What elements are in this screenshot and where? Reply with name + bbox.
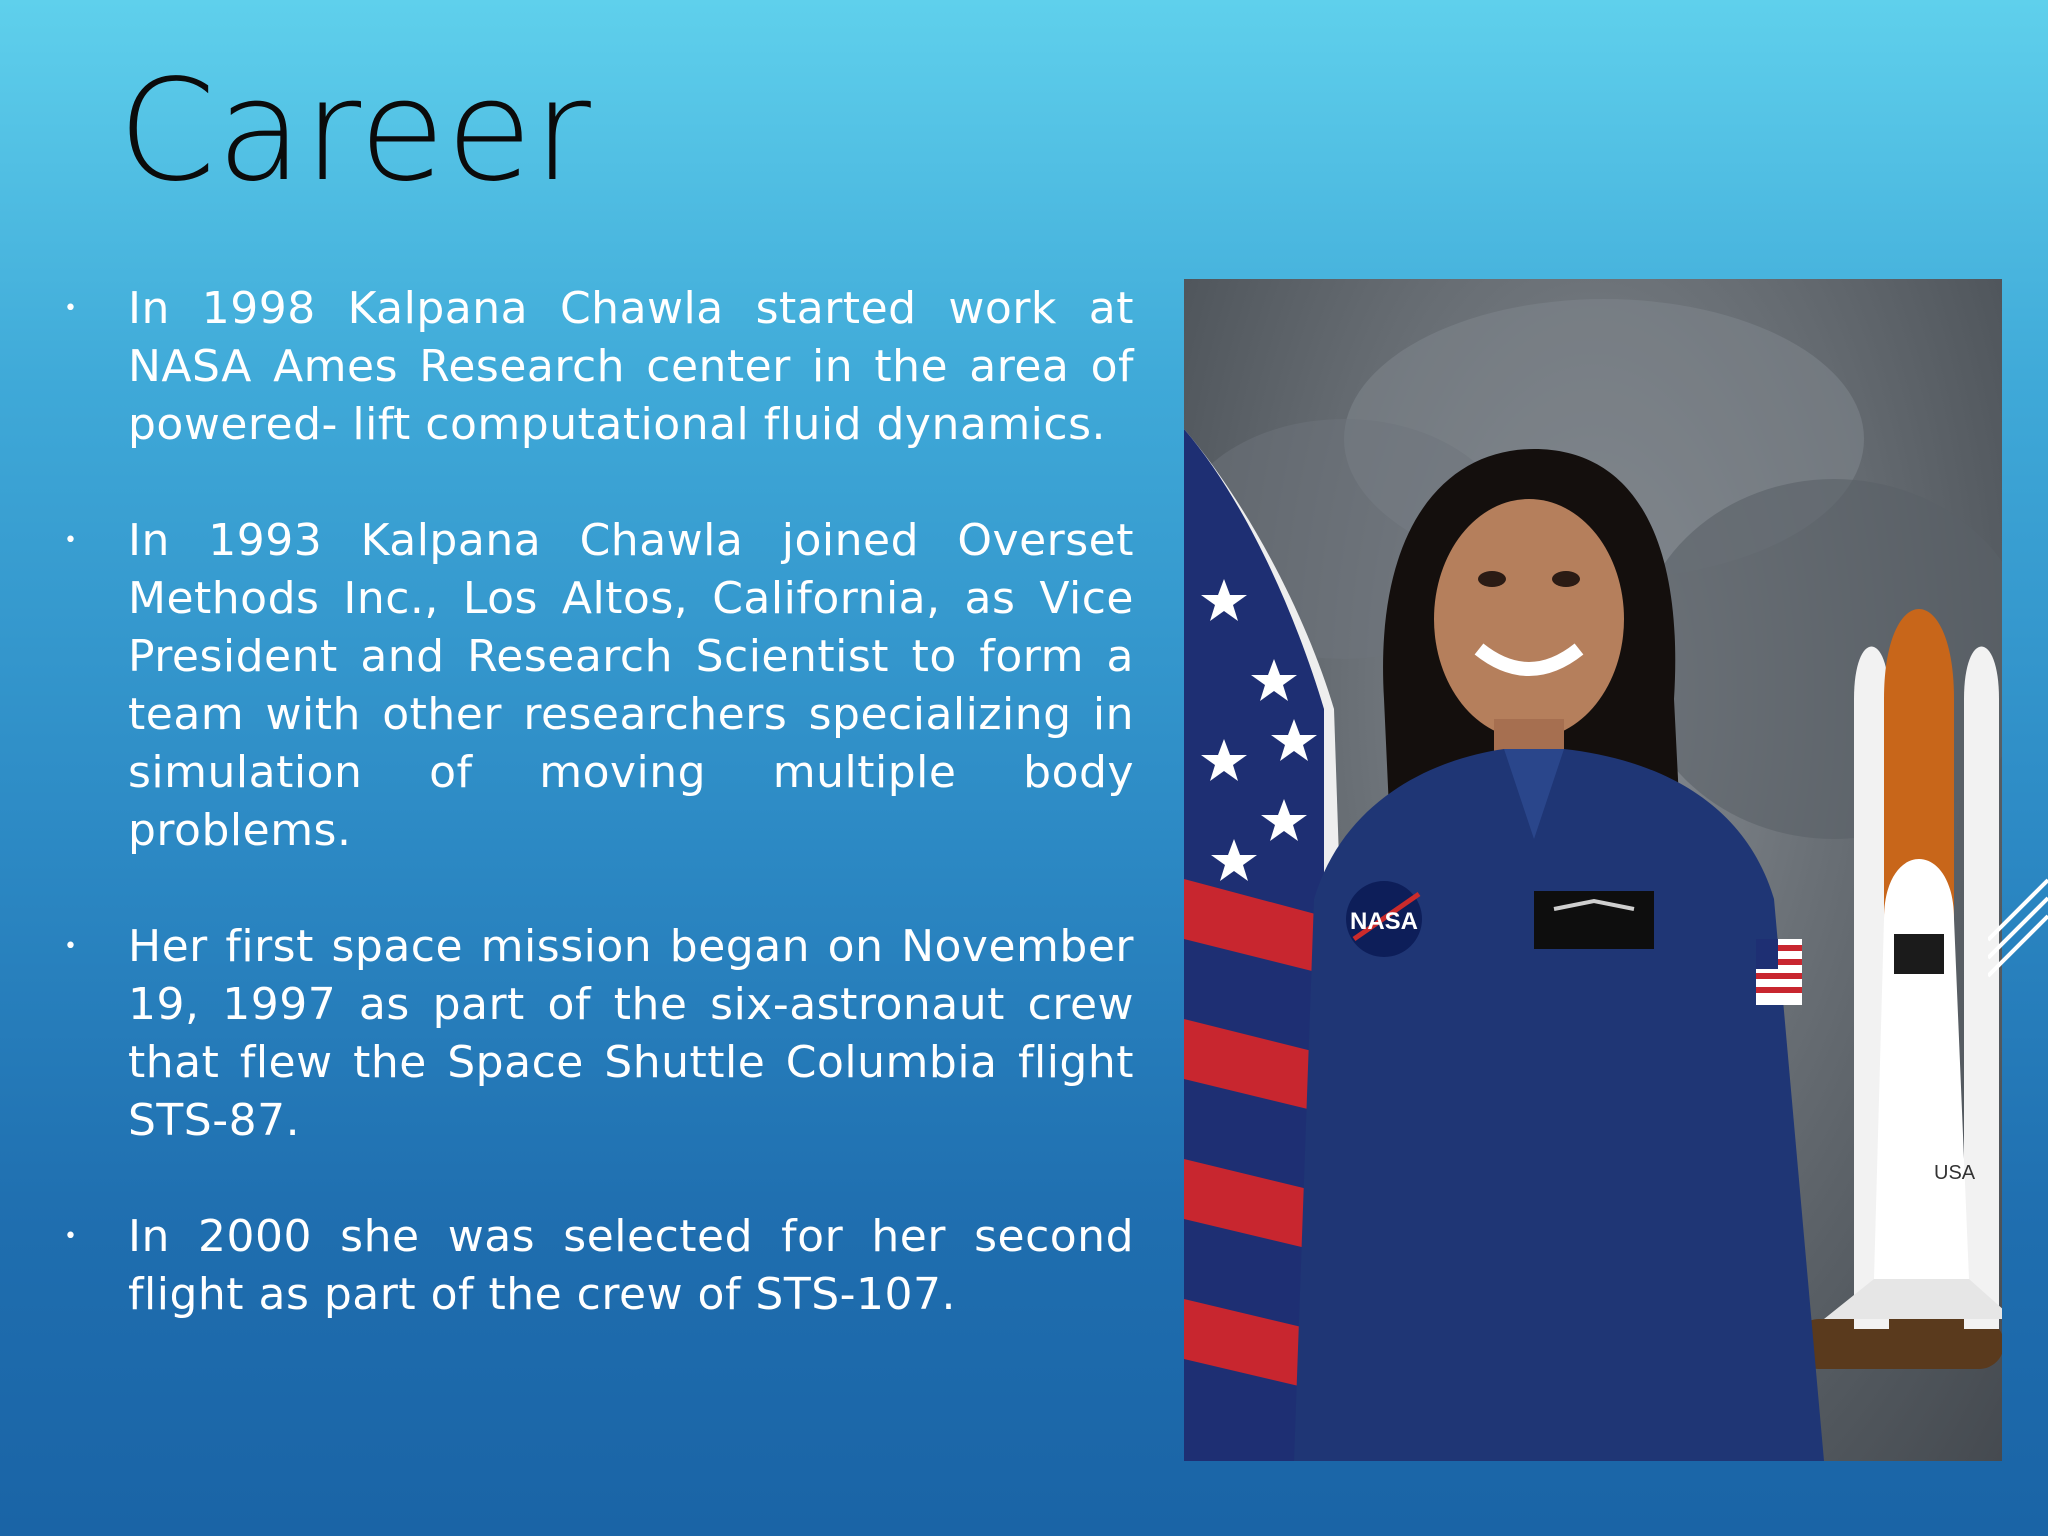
bullet-text-first-mission: Her first space mission began on November 19, 1997 as part of the six-astronaut crew that flew the Space Shuttle Columbia flight STS-87. (128, 921, 1134, 1146)
bullet-dot-icon: • (64, 934, 77, 959)
flight-suit (1294, 749, 1824, 1461)
bullet-dot-icon: • (64, 296, 77, 321)
decorative-stripes-icon (1988, 860, 2048, 1060)
bullet-item (60, 918, 1134, 1150)
bullet-text-overset-methods: In 1993 Kalpana Chawla joined Overset Methods Inc., Los Altos, California, as Vice President and Research Scientist to form a team with other researchers specializing in simulation of moving multiple body problems. (128, 515, 1134, 856)
bullet-dot-icon: • (64, 1224, 77, 1249)
us-flag-patch-icon (1756, 939, 1802, 1005)
face-shape (1434, 499, 1624, 739)
nasa-patch-label: NASA (1349, 908, 1419, 935)
astronaut-portrait-photo (1184, 279, 2002, 1461)
bullet-text-second-flight: In 2000 she was selected for her second flight as part of the crew of STS-107. (128, 1211, 1134, 1320)
nasa-patch-icon (1346, 881, 1422, 957)
portrait-illustration (1184, 279, 2002, 1461)
slide-title: Career (118, 50, 592, 213)
bullet-dot-icon: • (64, 528, 77, 553)
bullet-item (60, 1208, 1134, 1324)
shuttle-label: USA (1934, 1162, 1976, 1184)
bullet-item (60, 280, 1134, 454)
bullet-item (60, 512, 1134, 860)
bullet-list (60, 280, 1134, 1324)
bullet-text-nasa-ames: In 1998 Kalpana Chawla started work at NASA Ames Research center in the area of powered- lift computational fluid dynamics. (128, 283, 1134, 450)
